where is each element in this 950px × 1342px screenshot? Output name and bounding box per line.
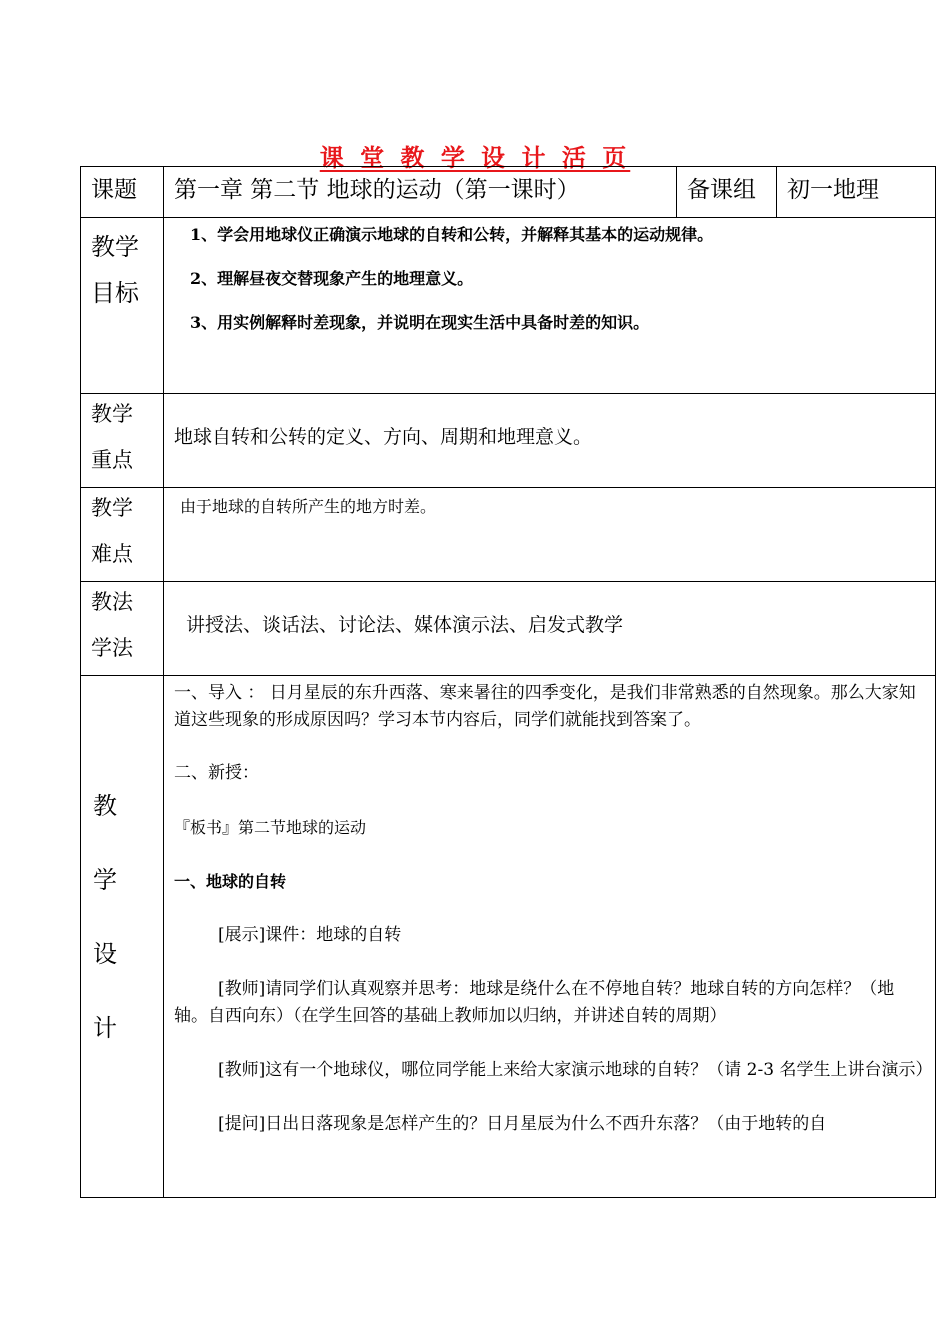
goal-item: 2、理解昼夜交替现象产生的地理意义。	[190, 269, 474, 288]
methods-label	[81, 582, 164, 676]
topic-label: 课题	[81, 167, 164, 218]
new-lesson-heading: 二、新授：	[174, 763, 259, 783]
goals-label	[81, 218, 164, 394]
section-heading: 一、地球的自转	[174, 872, 287, 891]
goal-item: 3、用实例解释时差现象，并说明在现实生活中具备时差的知识。	[190, 313, 650, 332]
key-points-label	[81, 394, 164, 488]
difficulties-label-line1: 教学	[91, 496, 133, 520]
teacher-paragraph-1: [教师]请同学们认真观察并思考：地球是绕什么在不停地自转？地球自转的方向怎样？（地轴。自西向东）（在学生回答的基础上教师加以归纳，并讲述自转的周期）	[174, 979, 895, 1026]
key-points-text: 地球自转和公转的定义、方向、周期和地理意义。	[164, 394, 936, 488]
design-label-char: 计	[93, 1014, 117, 1042]
lesson-plan-table	[80, 166, 936, 1198]
key-points-row	[81, 394, 936, 488]
difficulties-row	[81, 488, 936, 582]
board-heading: 『板书』第二节地球的运动	[174, 818, 367, 837]
page-title: 课 堂 教 学 设 计 活 页	[319, 143, 631, 172]
goals-label-line2: 目标	[91, 279, 139, 307]
goals-label-line1: 教学	[91, 233, 139, 261]
difficulties-label-line2: 难点	[91, 542, 133, 566]
goal-item: 1、学会用地球仪正确演示地球的自转和公转，并解释其基本的运动规律。	[190, 225, 714, 244]
difficulties-text: 由于地球的自转所产生的地方时差。	[164, 488, 936, 582]
question-paragraph: [提问]日出日落现象是怎样产生的？日月星辰为什么不西升东落？（由于地转的自	[218, 1114, 827, 1134]
methods-row	[81, 582, 936, 676]
design-label-char: 设	[93, 940, 117, 968]
group-label: 备课组	[677, 167, 777, 218]
methods-text: 讲授法、谈话法、讨论法、媒体演示法、启发式教学	[164, 582, 936, 676]
methods-label-line1: 教法	[91, 590, 133, 614]
goals-content	[164, 218, 936, 394]
difficulties-label	[81, 488, 164, 582]
design-row	[81, 676, 936, 1198]
design-content	[164, 676, 936, 1198]
topic-value: 第一章 第二节 地球的运动（第一课时）	[164, 167, 677, 218]
goals-row	[81, 218, 936, 394]
show-paragraph: [展示]课件：地球的自转	[218, 925, 402, 945]
intro-paragraph: 一、导入 ： 日月星辰的东升西落、寒来暑往的四季变化，是我们非常熟悉的自然现象。那么大家知道这些现象的形成原因吗？学习本节内容后，同学们就能找到答案了。	[174, 683, 916, 730]
group-value: 初一地理	[777, 167, 936, 218]
key-points-label-line2: 重点	[91, 448, 133, 472]
design-label-char: 学	[93, 866, 117, 894]
methods-label-line2: 学法	[91, 636, 133, 660]
header-row	[81, 167, 936, 218]
design-label-char: 教	[93, 792, 117, 820]
teacher-paragraph-2: [教师]这有一个地球仪，哪位同学能上来给大家演示地球的自转？（请 2-3 名学生上讲台演示）	[218, 1060, 933, 1080]
design-label	[81, 676, 164, 1198]
key-points-label-line1: 教学	[91, 402, 133, 426]
